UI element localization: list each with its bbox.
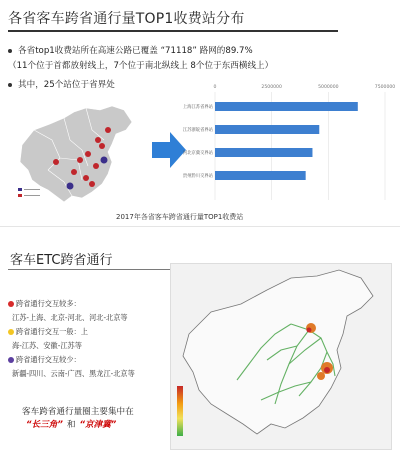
group-high: 跨省通行交互较多： <box>8 299 81 309</box>
legend-label-placeholder <box>24 189 40 190</box>
conclusion-highlights: “长三角” 和 “京津冀” <box>26 420 117 430</box>
station-marker <box>101 157 108 164</box>
bullet-coverage: 各省top1收费站所在高速公路已覆盖 “71118” 路网的89.7% <box>8 44 253 56</box>
bullet-line-breakdown: （11个位于首都放射线上，7个位于南北纵线上 8个位于东西横线上） <box>8 61 274 71</box>
station-marker <box>93 163 99 169</box>
group-medium: 跨省通行交互一般：上 <box>8 327 88 337</box>
chart-category-label: 上海江苏省界站 <box>182 105 213 110</box>
chart-caption: 2017年各省客车跨省通行量TOP1收费站 <box>116 213 244 221</box>
chart-bar <box>215 148 312 157</box>
chart-bar <box>215 171 306 180</box>
legend-swatch <box>18 188 22 191</box>
station-marker <box>95 137 101 143</box>
station-marker <box>67 183 74 190</box>
chart-x-tick-label: 7500000 <box>374 85 395 90</box>
title-underline <box>8 30 338 32</box>
chart-category-label: 贵州黔川交界站 <box>182 174 213 179</box>
chart-x-tick-label: 5000000 <box>318 85 339 90</box>
station-marker <box>99 143 105 149</box>
station-marker <box>85 151 91 157</box>
station-marker <box>77 157 83 163</box>
hotspot-marker <box>317 372 325 380</box>
station-marker <box>89 181 95 187</box>
red-dot-icon <box>8 301 14 307</box>
color-scale-legend <box>177 386 183 436</box>
station-marker <box>71 169 77 175</box>
chart-bar <box>215 102 358 111</box>
station-marker <box>83 175 89 181</box>
bullet-dot-icon <box>8 83 12 87</box>
chart-bar <box>215 125 319 134</box>
group-low-detail: 新疆-四川、云南-广西、黑龙江-北京等 <box>12 369 135 378</box>
hotspot-core <box>324 367 330 373</box>
top-station-bar-chart <box>175 82 395 207</box>
hotspot-core <box>307 328 312 333</box>
etc-flow-map <box>170 263 392 450</box>
group-medium-detail: 海-江苏、安徽-江苏等 <box>12 341 82 350</box>
group-low: 跨省通行交互较少： <box>8 355 81 365</box>
bullet-border-stations: 其中，25个站位于省界处 <box>8 78 115 90</box>
chart-x-tick-label: 0 <box>213 85 217 90</box>
legend-swatch <box>18 194 22 197</box>
etc-flow-map-graphic <box>171 264 391 449</box>
purple-dot-icon <box>8 357 14 363</box>
yellow-dot-icon <box>8 329 14 335</box>
group-high-detail: 江苏-上海、北京-河北、河北-北京等 <box>12 313 128 322</box>
legend-label-placeholder <box>24 195 40 196</box>
station-marker <box>105 127 111 133</box>
station-marker <box>53 159 59 165</box>
chart-category-label: 江苏浙皖省界站 <box>182 128 213 133</box>
bottom-panel <box>0 227 400 454</box>
etc-title: 客车ETC跨省通行 <box>10 253 113 268</box>
conclusion-text: 客车跨省通行量圈主要集中在 <box>22 407 134 417</box>
china-map <box>12 100 140 210</box>
chart-category-label: 河北京冀交界站 <box>182 151 213 156</box>
bullet-dot-icon <box>8 49 12 53</box>
panel-title: 各省客车跨省通行量TOP1收费站分布 <box>8 11 245 27</box>
chart-x-tick-label: 2500000 <box>261 85 282 90</box>
